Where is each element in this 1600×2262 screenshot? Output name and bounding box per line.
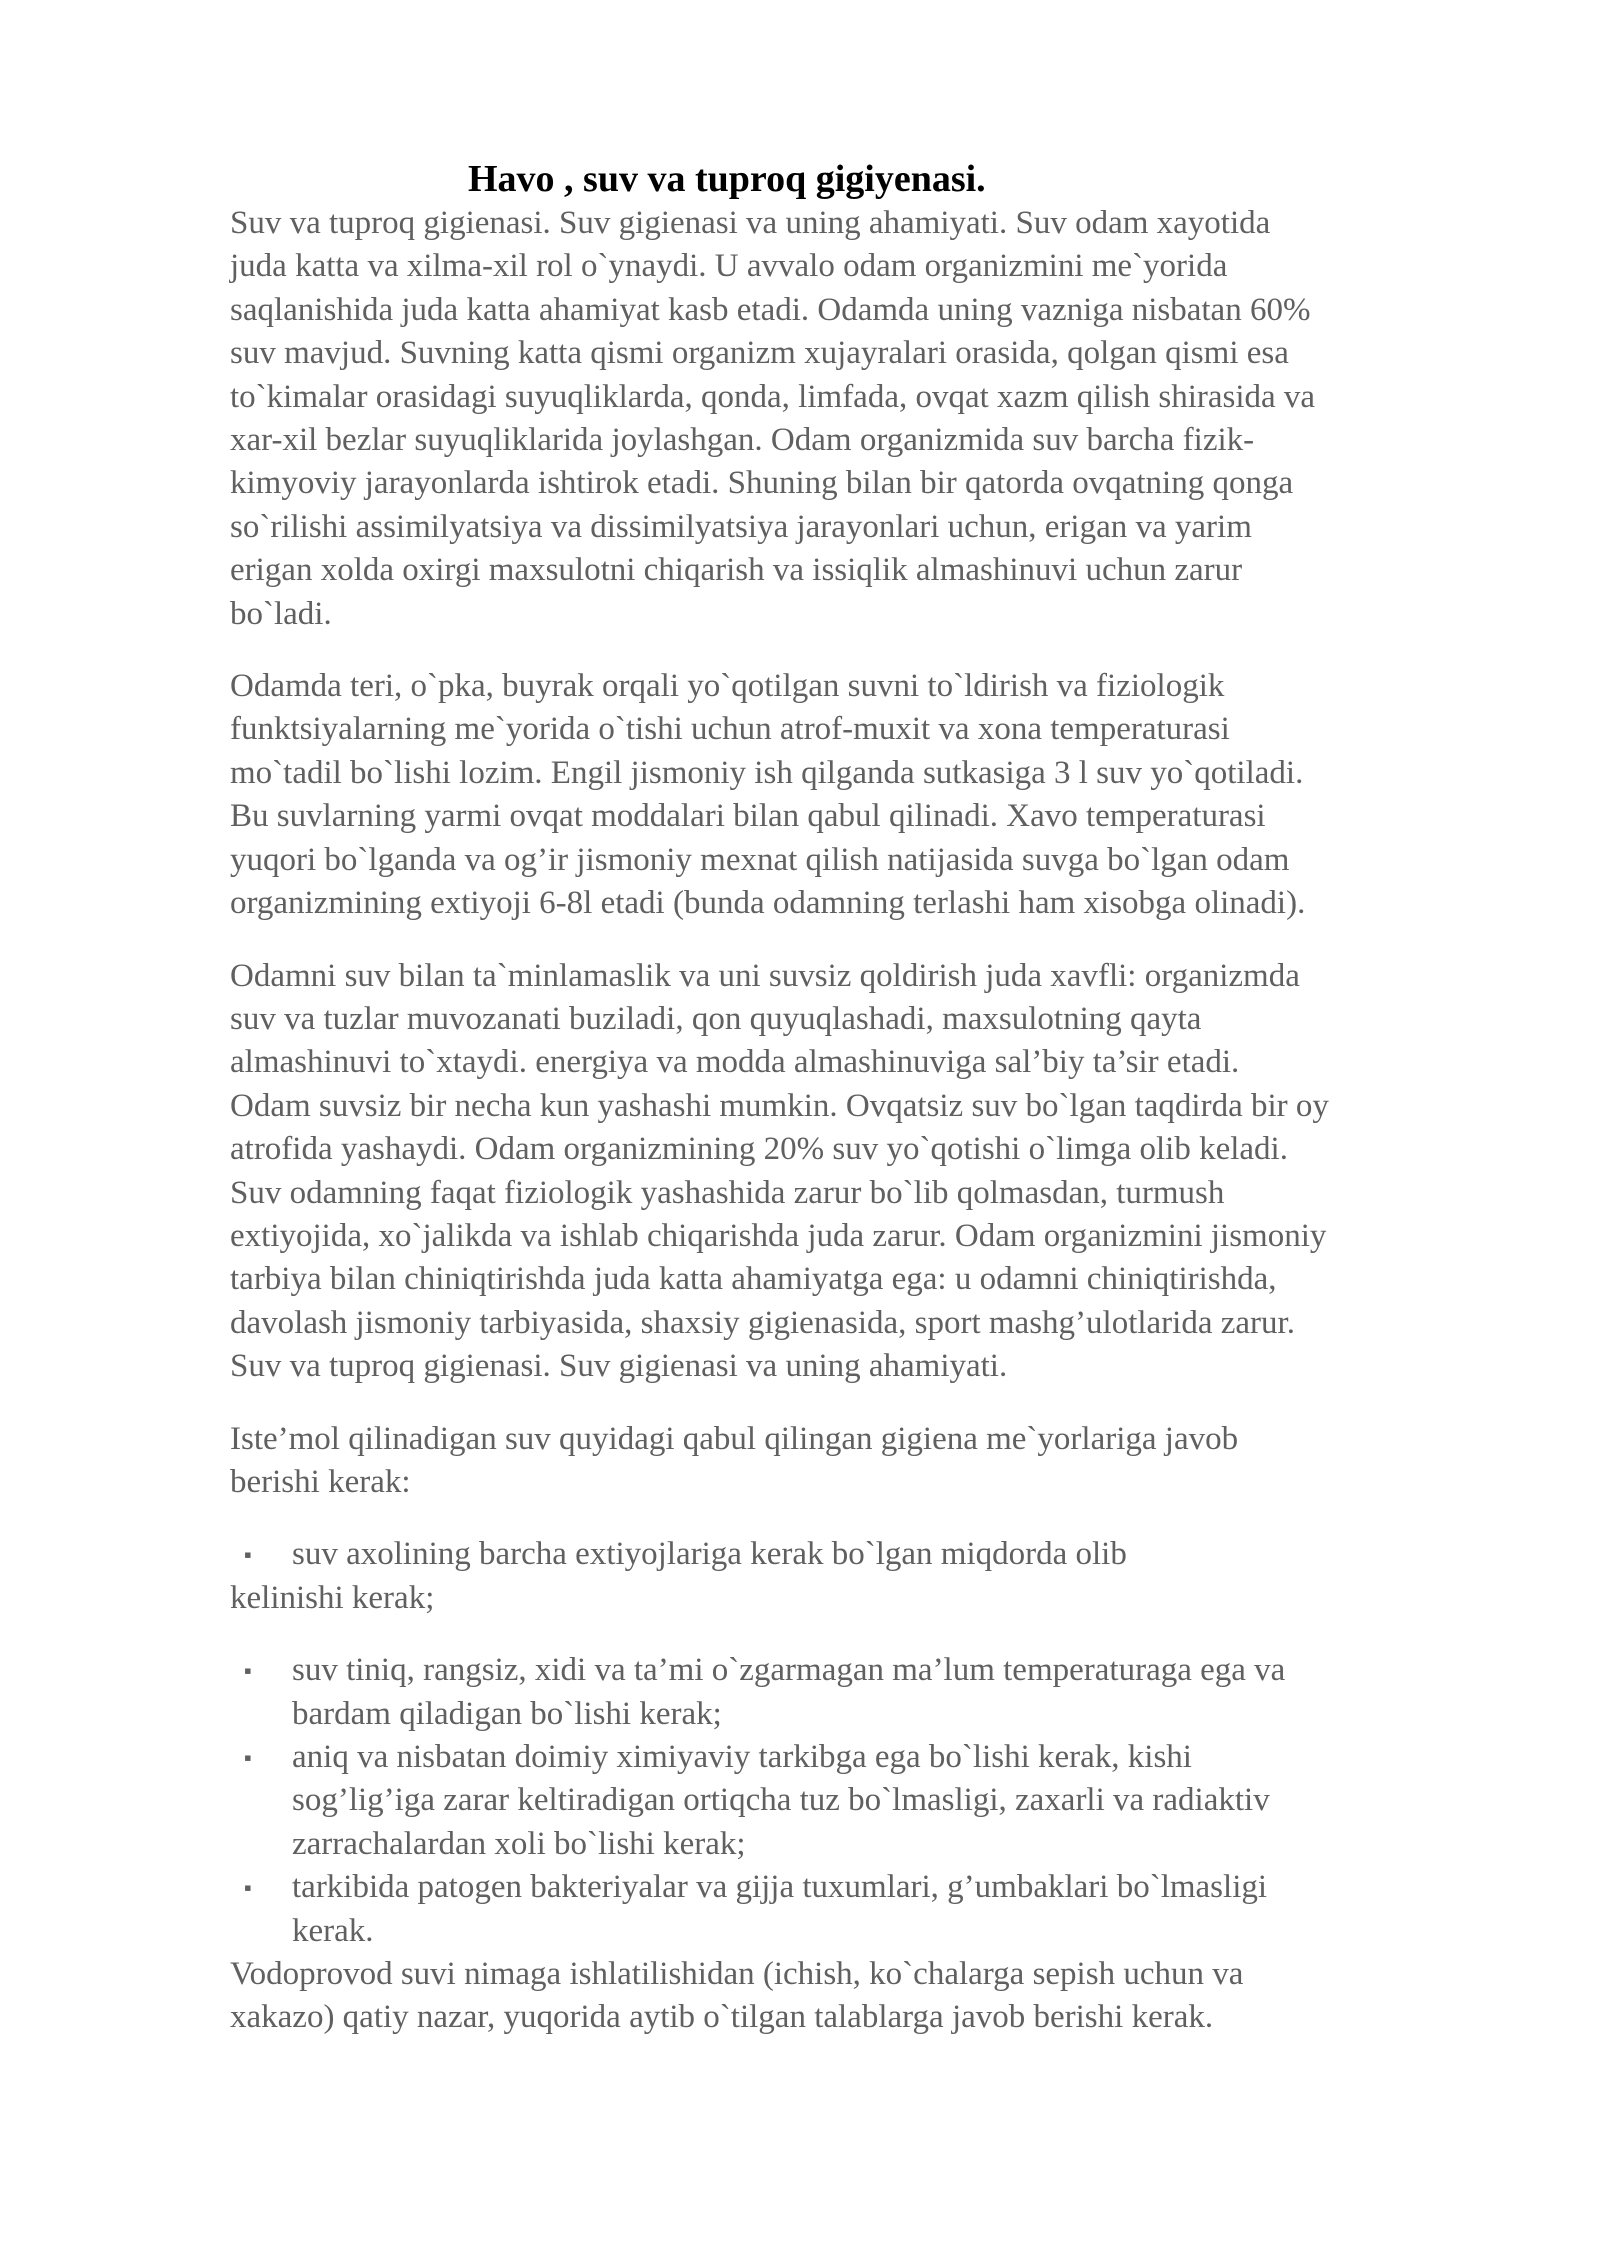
text-line: saqlanishida juda katta ahamiyat kasb etadi. Odamda uning vazniga nisbatan 60% <box>230 291 1311 328</box>
text-line: atrofida yashaydi. Odam organizmining 20% suv yo`qotishi o`limga olib keladi. <box>230 1131 1288 1168</box>
list-item <box>230 1866 1520 1953</box>
list-item-text: aniq va nisbatan doimiy ximiyaviy tarkibga ega bo`lishi kerak, kishi <box>292 1739 1192 1775</box>
text-line: erigan xolda oxirgi maxsulotni chiqarish va issiqlik almashinuvi uchun zarur <box>230 552 1243 589</box>
text-line: mo`tadil bo`lishi lozim. Engil jismoniy ish qilganda sutkasiga 3 l suv yo`qotiladi. <box>230 754 1304 791</box>
list-item <box>230 1736 1520 1866</box>
text-line: berishi kerak: <box>230 1463 411 1500</box>
list-item-text: suv tiniq, rangsiz, xidi va ta’mi o`zgarmagan ma’lum temperaturaga ega va <box>292 1652 1286 1689</box>
document-page <box>230 156 1520 2040</box>
text-line: yuqori bo`lganda va og’ir jismoniy mexnat qilish natijasida suvga bo`lgan odam <box>230 841 1290 878</box>
text-line: Odamda teri, o`pka, buyrak orqali yo`qotilgan suvni to`ldirish va fiziologik <box>230 668 1225 705</box>
closing-paragraph <box>230 1953 1520 2040</box>
page-title: Havo , suv va tuproq gigiyenasi. <box>468 158 986 200</box>
list-item-text: suv axolining barcha extiyojlariga kerak bo`lgan miqdorda olib <box>292 1536 1127 1573</box>
text-line: funktsiyalarning me`yorida o`tishi uchun atrof-muxit va xona temperaturasi <box>230 711 1230 748</box>
requirements-list-first <box>230 1533 1520 1620</box>
text-line: tarbiya bilan chiniqtirishda juda katta ahamiyatga ega: u odamni chiniqtirishda, <box>230 1261 1277 1298</box>
text-line: extiyojida, xo`jalikda va ishlab chiqarishda juda zarur. Odam organizmini jismoniy <box>230 1217 1327 1254</box>
bullet-icon: ▪ <box>244 1745 252 1770</box>
text-line: Suv odamning faqat fiziologik yashashida zarur bo`lib qolmasdan, turmush <box>230 1174 1225 1211</box>
text-line: bo`ladi. <box>230 595 332 632</box>
list-item-text: sog’lig’iga zarar keltiradigan ortiqcha tuz bo`lmasligi, zaxarli va radiaktiv <box>292 1782 1270 1819</box>
list-item-text: kerak. <box>292 1912 374 1949</box>
text-line: davolash jismoniy tarbiyasida, shaxsiy gigienasida, sport mashg’ulotlarida zarur. <box>230 1304 1295 1341</box>
paragraph-4 <box>230 1418 1520 1505</box>
text-line: Suv va tuproq gigienasi. Suv gigienasi va uning ahamiyati. Suv odam xayotida <box>230 205 1271 241</box>
text-line: Vodoprovod suvi nimaga ishlatilishidan (ichish, ko`chalarga sepish uchun va <box>230 1956 1244 1993</box>
paragraph-1 <box>230 202 1520 636</box>
text-line: xar-xil bezlar suyuqliklarida joylashgan. Odam organizmida suv barcha fizik- <box>230 422 1255 459</box>
list-item-text: kelinishi kerak; <box>230 1579 435 1616</box>
paragraph-3 <box>230 955 1520 1389</box>
text-line: Suv va tuproq gigienasi. Suv gigienasi va uning ahamiyati. <box>230 1348 1008 1385</box>
bullet-icon: ▪ <box>244 1875 252 1901</box>
paragraph-2 <box>230 665 1520 925</box>
text-line: to`kimalar orasidagi suyuqliklarda, qonda, limfada, ovqat xazm qilish shirasida va <box>230 378 1316 415</box>
list-item-text: zarrachalardan xoli bo`lishi kerak; <box>292 1825 746 1862</box>
text-line: organizmining extiyoji 6-8l etadi (bunda odamning terlashi ham xisobga olinadi). <box>230 885 1306 922</box>
bullet-icon: ▪ <box>244 1542 252 1568</box>
list-item <box>230 1533 1520 1620</box>
text-line: kimyoviy jarayonlarda ishtirok etadi. Shuning bilan bir qatorda ovqatning qonga <box>230 465 1294 502</box>
text-line: Bu suvlarning yarmi ovqat moddalari bilan qabul qilinadi. Xavo temperaturasi <box>230 798 1266 835</box>
list-item-text: tarkibida patogen bakteriyalar va gijja tuxumlari, g’umbaklari bo`lmasligi <box>292 1869 1268 1906</box>
list-item <box>230 1649 1520 1736</box>
text-line: juda katta va xilma-xil rol o`ynaydi. U avvalo odam organizmini me`yorida <box>230 248 1228 285</box>
text-line: xakazo) qatiy nazar, yuqorida aytib o`tilgan talablarga javob berishi kerak. <box>230 1999 1214 2036</box>
text-line: Odamni suv bilan ta`minlamaslik va uni suvsiz qoldirish juda xavfli: organizmda <box>230 957 1300 994</box>
text-line: Odam suvsiz bir necha kun yashashi mumkin. Ovqatsiz suv bo`lgan taqdirda bir oy <box>230 1087 1329 1124</box>
bullet-icon: ▪ <box>244 1658 252 1684</box>
text-line: Iste’mol qilinadigan suv quyidagi qabul qilingan gigiena me`yorlariga javob <box>230 1420 1239 1457</box>
text-line: suv va tuzlar muvozanati buziladi, qon quyuqlashadi, maxsulotning qayta <box>230 1000 1202 1037</box>
list-item-text: bardam qiladigan bo`lishi kerak; <box>292 1695 722 1732</box>
text-line: suv mavjud. Suvning katta qismi organizm xujayralari orasida, qolgan qismi esa <box>230 335 1289 372</box>
requirements-list <box>230 1649 1520 1953</box>
text-line: so`rilishi assimilyatsiya va dissimilyatsiya jarayonlari uchun, erigan va yarim <box>230 508 1252 545</box>
text-line: almashinuvi to`xtaydi. energiya va modda almashinuviga sal’biy ta’sir etadi. <box>230 1044 1240 1081</box>
